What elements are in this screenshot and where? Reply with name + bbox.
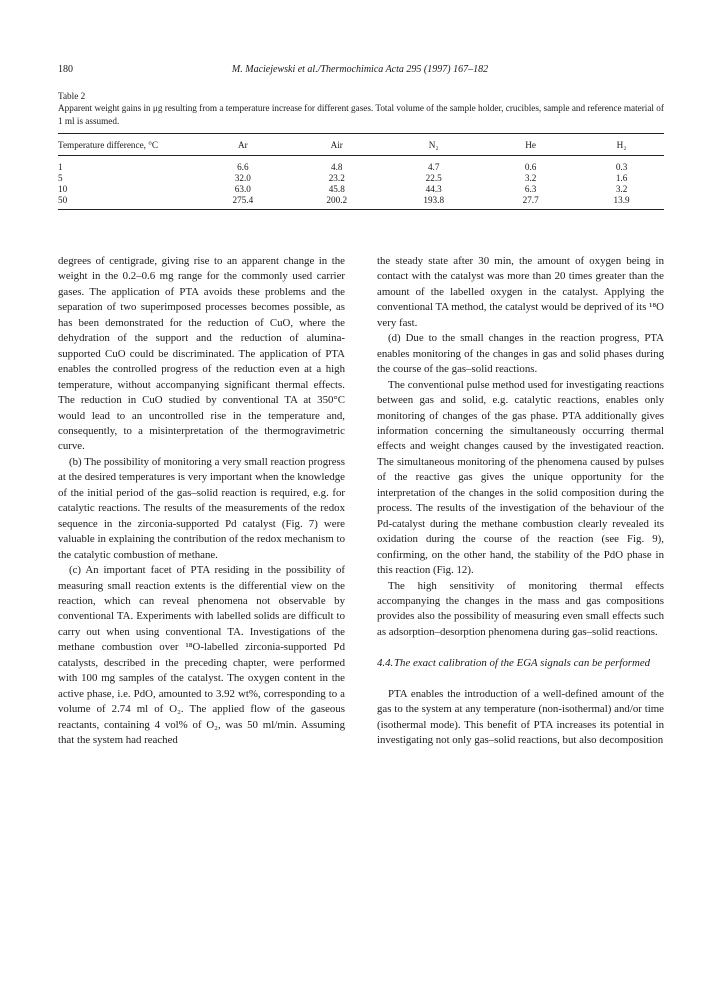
table-cell: 45.8 (328, 184, 345, 194)
paragraph: the steady state after 30 min, the amount of oxygen being in contact with the catalyst was more than 20 times greater than the amount of the labelled oxygen in the catalyst. Applying the conventional TA method, the catalyst would be deprived of its ¹⁸O very fast. (377, 255, 664, 329)
table-cell: 193.8 (423, 195, 445, 205)
table-cell: 0.3 (615, 162, 628, 172)
table-cell: 3.2 (524, 173, 537, 183)
table-cell: 1 (58, 162, 63, 172)
paragraph: The conventional pulse method used for investigating reactions between gas and solid, e.g. catalytic reactions, enables only monitoring of changes of the gas phase. PTA additionally gives information concerning the simultaneously occurring thermal effects and weight changes caused by the investigated reaction. The simultaneous monitoring of the phenomena caused by pulses of the reactive gas gives the unique opportunity for the interpretation of the changes in the solid composition during the process. The results of the investigation of the behaviour of the Pd-catalyst during the methane combustion clearly revealed its oxidation during the course of the reaction (see Fig. 9), confirming, on the other hand, the stability of the PdO phase in this reaction (Fig. 12). (377, 378, 664, 577)
table-header-cell: N₂ (428, 140, 439, 150)
table-row (58, 195, 664, 210)
table-cell: 13.9 (613, 195, 630, 205)
table-caption: Apparent weight gains in μg resulting from a temperature increase for different gases. Total volume of the sample holder, crucibles, sample and reference material of 1 ml is assumed. (58, 103, 664, 126)
table-cell: 5 (58, 173, 63, 183)
table-cell: 6.3 (524, 184, 537, 194)
page-number: 180 (58, 64, 73, 75)
table-cell: 10 (58, 184, 68, 194)
running-title: M. Maciejewski et al./Thermochimica Acta 295 (1997) 167–182 (231, 64, 489, 75)
table-cell: 200.2 (326, 195, 348, 205)
left-text-column (58, 254, 345, 749)
paragraph: The high sensitivity of monitoring thermal effects accompanying the changes in the mass and gas compositions provides also the possibility of measuring even small effects such as adsorption–desorption phenomena during gas–solid reactions. (377, 579, 664, 638)
table-cell: 27.7 (522, 195, 539, 205)
table-cell: 50 (58, 195, 68, 205)
table-row (58, 173, 664, 184)
paragraph: (c) An important facet of PTA residing in the possibility of measuring small reaction extents is the differential view on the reaction, which can reveal phenomena not observable by conventional TA. Experiments with labelled solids are difficult to carry out when using conventional TA. Investigations of the methane combustion over ¹⁸O-labelled zirconia-supported Pd catalysts, described in the preceding chapter, were performed with 100 mg samples of the catalyst. The oxygen content in the active phase, i.e. PdO, amounted to 3.92 wt%, corresponding to a volume of 2.74 ml of O₂. The applied flow of the gaseous reactants, containing 4 vol% of O₂, was 50 ml/min. Assuming that the system had reached (58, 564, 345, 747)
paragraph: (d) Due to the small changes in the reaction progress, PTA enables monitoring of the changes in gas and solid phases during the course of the gas–solid reactions. (377, 332, 664, 376)
section-heading (377, 656, 664, 671)
data-table (58, 133, 664, 210)
table-label: Table 2 (58, 91, 86, 101)
table-cell: 1.6 (615, 173, 628, 183)
table-row (58, 184, 664, 195)
table-cell: 23.2 (328, 173, 345, 183)
table-cell: 44.3 (425, 184, 442, 194)
table-header-cell: H₂ (616, 140, 627, 150)
table-cell: 3.2 (615, 184, 628, 194)
data-table-wrapper (58, 133, 664, 210)
table-header-cell: Air (330, 140, 343, 150)
table-cell: 0.6 (524, 162, 537, 172)
table-header-row (58, 134, 664, 156)
table-header-cell: He (525, 140, 536, 150)
table-cell: 6.6 (237, 162, 249, 172)
table-cell: 32.0 (234, 173, 251, 183)
paragraph: (b) The possibility of monitoring a very small reaction progress at the desired temperatures is very important when the knowledge of the initial period of the gas–solid reaction is required, e.g. for catalytic reactions. The results of the measurements of the redox sequence in the zirconia-supported Pd catalyst (Fig. 7) were valuable in explaining the contribution of the redox mechanism to the catalytic combustion of methane. (58, 455, 345, 561)
paragraph: PTA enables the introduction of a well-defined amount of the gas to the system at any temperature (non-isothermal) and/or time (isothermal mode). This benefit of PTA increases its potential in investigating not only gas–solid reactions, but also decomposition (377, 687, 664, 747)
table-cell: 4.8 (331, 162, 343, 172)
table-cell: 4.7 (427, 162, 440, 172)
page-header (58, 64, 662, 78)
table-header-cell: Ar (237, 140, 248, 150)
table-caption-block (58, 90, 664, 127)
table-row (58, 156, 664, 174)
section-number: 4.4. (377, 656, 394, 669)
table-header-cell: Temperature difference, °C (58, 140, 159, 150)
table-cell: 63.0 (234, 184, 251, 194)
paragraph: degrees of centigrade, giving rise to an apparent change in the weight in the 0.2–0.6 mg range for the commonly used carrier gases. The application of PTA avoids these problems and the separation of two superimposed processes becomes possible, as has been demonstrated for the reduction of CuO, where the dehydration of the support and the reduction of alumina-supported CuO could be discriminated. The application of PTA enables the controlled progress of the reduction even at a high temperature, without accompanying significant thermal effects. The reduction in CuO studied by conventional TA at 350°C would lead to an uncontrolled rise in the temperature and, consequently, to a misinterpretation of the thermogravimetric curve. (58, 255, 345, 453)
table-cell: 275.4 (232, 195, 254, 205)
table-cell: 22.5 (425, 173, 442, 183)
right-text-column (377, 254, 664, 749)
section-title: The exact calibration of the EGA signals can be performed (394, 656, 651, 669)
